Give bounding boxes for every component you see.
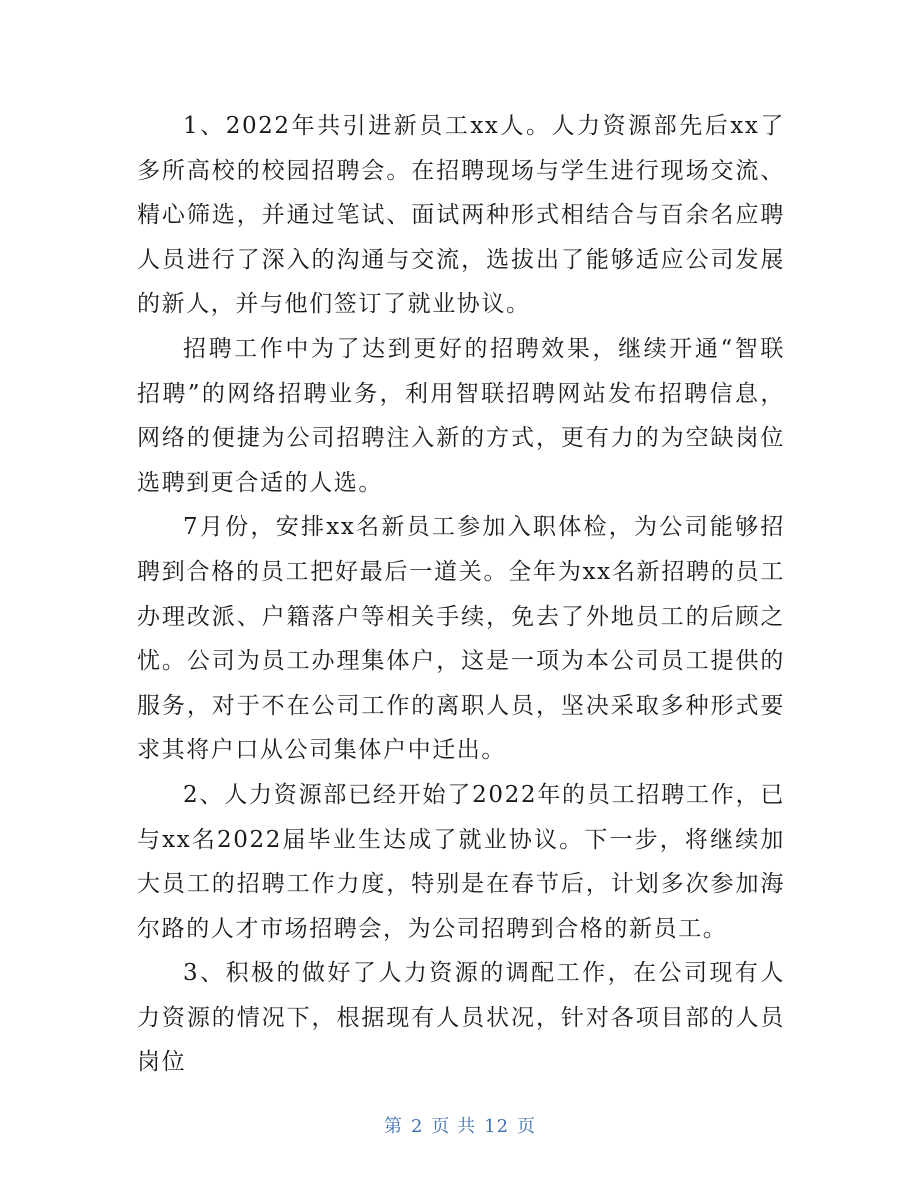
paragraph-1: 1、2022年共引进新员工xx人。人力资源部先后xx了多所高校的校园招聘会。在招聘现场与学生进行现场交流、精心筛选，并通过笔试、面试两种形式相结合与百余名应聘人员进行了深入的沟通与交流，选拔出了能够适应公司发展的新人，并与他们签订了就业协议。 [137,113,785,318]
paragraph-2: 招聘工作中为了达到更好的招聘效果，继续开通“智联招聘”的网络招聘业务，利用智联招聘网站发布招聘信息，网络的便捷为公司招聘注入新的方式，更有力的为空缺岗位选聘到更合适的人选。 [137,335,785,496]
total-page-count: 12 [484,1116,510,1137]
page-label-suffix: 页 [517,1116,537,1137]
document-body [137,104,785,1085]
paragraph-4: 2、人力资源部已经开始了2022年的员工招聘工作，已与xx名2022届毕业生达成了就业协议。下一步，将继续加大员工的招聘工作力度，特别是在春节后，计划多次参加海尔路的人才市场招聘会，为公司招聘到合格的新员工。 [137,781,785,942]
page-label-mid: 页 共 [431,1116,477,1137]
paragraph-5: 3、积极的做好了人力资源的调配工作，在公司现有人力资源的情况下，根据现有人员状况，针对各项目部的人员岗位 [137,960,785,1076]
page-label-prefix: 第 [383,1116,403,1137]
paragraph-3: 7月份，安排xx名新员工参加入职体检，为公司能够招聘到合格的员工把好最后一道关。全年为xx名新招聘的员工办理改派、户籍落户等相关手续，免去了外地员工的后顾之忧。公司为员工办理集体户，这是一项为本公司员工提供的服务，对于不在公司工作的离职人员，坚决采取多种形式要求其将户口从公司集体户中迁出。 [137,514,785,764]
page-number-footer [0,1112,920,1138]
current-page-number: 2 [410,1116,424,1137]
